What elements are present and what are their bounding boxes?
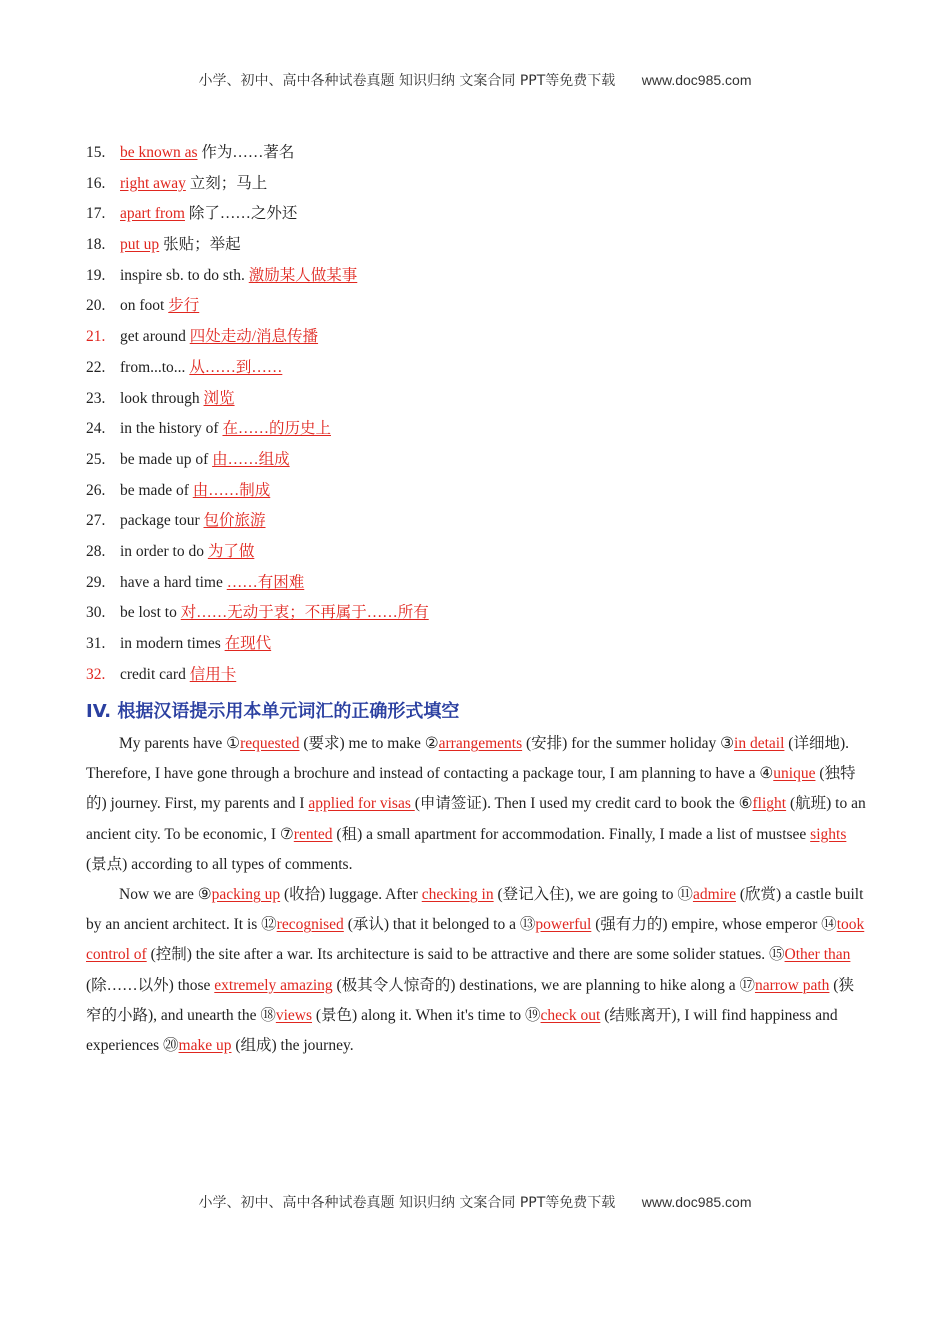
- footer-text: 小学、初中、高中各种试卷真题 知识归纳 文案合同 PPT等免费下载: [198, 1195, 616, 1211]
- list-item: [86, 540, 429, 571]
- passage-text: Now we are ⑨: [119, 886, 212, 903]
- item-number: 28.: [86, 542, 106, 560]
- item-answer: right away: [120, 174, 186, 192]
- page-footer: [0, 1192, 950, 1212]
- list-item: [86, 141, 429, 172]
- item-answer: 浏览: [203, 389, 235, 407]
- answer-blank: admire: [692, 886, 736, 903]
- passage-text: (收拾) luggage. After: [280, 886, 422, 903]
- answer-blank: flight: [752, 795, 787, 813]
- item-answer: 包价旅游: [203, 512, 266, 530]
- list-item: [86, 356, 429, 387]
- answer-blank: applied for visas: [308, 795, 415, 813]
- passage-text: (独特的) journey. First, my parents and I: [86, 765, 856, 813]
- passage-text: (景点) according to all types of comments.: [86, 855, 353, 873]
- list-item: [86, 448, 429, 479]
- answer-blank: arrangements: [438, 735, 523, 752]
- passage-text: (极其令人惊奇的) destinations, we are planning to hike along a ⑰: [332, 976, 755, 994]
- item-number: 32.: [86, 665, 106, 683]
- item-number: 23.: [86, 389, 106, 407]
- item-number: 24.: [86, 420, 106, 438]
- item-answer: 激励某人做某事: [248, 266, 358, 284]
- item-phrase: from...to...: [120, 358, 190, 376]
- item-number: 25.: [86, 450, 106, 468]
- passage-text: (登记入住), we are going to ⑪: [493, 886, 693, 903]
- item-number: 22.: [86, 358, 106, 376]
- answer-blank: checking in: [421, 886, 494, 903]
- item-answer: be known as: [120, 144, 198, 161]
- passage-text: (详细地). Therefore, I have gone through a brochure and instead of contacting a package tour, I am planning to have a ④: [86, 735, 849, 783]
- passage-text: (欣赏) a castle built by an ancient architect. It is ⑫: [86, 886, 864, 934]
- list-item: [86, 294, 429, 325]
- list-item: [86, 264, 429, 295]
- passage-text: (除……以外) those: [86, 976, 215, 994]
- item-number: 27.: [86, 512, 106, 530]
- answer-blank: took control of: [86, 916, 865, 964]
- item-answer: 四处走动/消息传播: [189, 328, 319, 346]
- passage-text: (要求) me to make ②: [299, 735, 439, 752]
- list-item: [86, 202, 429, 233]
- item-number: 30.: [86, 604, 106, 622]
- passage-text: My parents have ①: [119, 735, 241, 752]
- item-answer: 步行: [168, 297, 200, 315]
- phrase-list: [86, 141, 429, 693]
- section-heading: IV. 根据汉语提示用本单元词汇的正确形式填空: [86, 701, 460, 722]
- item-number: 16.: [86, 174, 106, 192]
- answer-blank: Other than: [784, 946, 851, 964]
- passage-text: (结账离开), I will find happiness and experiences ⑳: [86, 1006, 838, 1055]
- item-number: 26.: [86, 481, 106, 499]
- item-number: 18.: [86, 236, 106, 254]
- item-meaning: 作为……著名: [197, 144, 295, 161]
- answer-blank: in detail: [734, 735, 785, 752]
- item-answer: put up: [120, 236, 160, 254]
- answer-blank: recognised: [276, 916, 344, 934]
- item-answer: 在现代: [224, 635, 272, 652]
- item-number: 20.: [86, 297, 106, 315]
- item-meaning: 立刻；马上: [185, 174, 268, 192]
- item-answer: 由……制成: [192, 481, 271, 499]
- list-item: [86, 509, 429, 540]
- item-phrase: be made up of: [120, 450, 213, 468]
- item-answer: 由……组成: [212, 450, 290, 468]
- item-answer: 对……无动于衷；不再属于……所有: [180, 604, 429, 622]
- list-item: [86, 571, 429, 602]
- list-item: [86, 663, 429, 694]
- item-answer: 为了做: [207, 542, 255, 560]
- item-phrase: have a hard time: [120, 573, 227, 591]
- passage-text: (组成) the journey.: [231, 1037, 354, 1055]
- item-answer: 在……的历史上: [222, 420, 331, 438]
- item-phrase: on foot: [120, 297, 169, 315]
- passage-text: (狭窄的小路), and unearth the ⑱: [86, 976, 854, 1024]
- passage-text: (安排) for the summer holiday ③: [522, 735, 735, 752]
- item-phrase: in modern times: [120, 635, 225, 652]
- header-site: www.doc985.com: [641, 72, 752, 88]
- item-phrase: in the history of: [120, 420, 223, 438]
- list-item: [86, 479, 429, 510]
- item-number: 31.: [86, 635, 106, 652]
- answer-blank: views: [275, 1006, 313, 1024]
- item-meaning: 除了……之外还: [184, 205, 298, 223]
- item-number: 15.: [86, 144, 106, 161]
- passage-text: (航班) to an ancient city. To be economic, I ⑦: [86, 795, 866, 843]
- item-answer: apart from: [120, 205, 185, 223]
- item-phrase: look through: [120, 389, 204, 407]
- passage-text: (租) a small apartment for accommodation. Finally, I made a list of mustsee: [332, 825, 811, 843]
- answer-blank: unique: [773, 765, 816, 783]
- item-number: 29.: [86, 573, 106, 591]
- answer-blank: extremely amazing: [214, 976, 333, 994]
- list-item: [86, 417, 429, 448]
- item-phrase: be lost to: [120, 604, 181, 622]
- item-phrase: be made of: [120, 481, 193, 499]
- list-item: [86, 632, 429, 663]
- item-number: 21.: [86, 328, 106, 346]
- passage-text: (承认) that it belonged to a ⑬: [343, 916, 536, 934]
- passage-text: (强有力的) empire, whose emperor ⑭: [591, 916, 837, 934]
- passage-text: (控制) the site after a war. Its architecture is said to be attractive and there are some solider statues. ⑮: [146, 946, 785, 964]
- answer-blank: rented: [293, 825, 333, 843]
- item-phrase: get around: [120, 328, 190, 346]
- answer-blank: check out: [540, 1006, 601, 1024]
- answer-blank: powerful: [535, 916, 592, 934]
- list-item: [86, 325, 429, 356]
- passage-text: (景色) along it. When it's time to ⑲: [312, 1006, 541, 1024]
- passage-paragraph-1: [86, 729, 866, 880]
- item-number: 19.: [86, 266, 106, 284]
- passage-text: (申请签证). Then I used my credit card to book the ⑥: [414, 795, 753, 813]
- list-item: [86, 172, 429, 203]
- item-answer: ……有困难: [226, 573, 305, 591]
- list-item: [86, 233, 429, 264]
- answer-blank: requested: [240, 735, 300, 752]
- answer-blank: sights: [810, 825, 847, 843]
- item-answer: 从……到……: [189, 358, 283, 376]
- item-phrase: credit card: [120, 665, 190, 683]
- answer-blank: make up: [178, 1037, 232, 1055]
- item-phrase: inspire sb. to do sth.: [120, 266, 249, 284]
- passage-paragraph-2: [86, 880, 866, 1061]
- footer-site: www.doc985.com: [641, 1194, 752, 1210]
- answer-blank: narrow path: [754, 976, 830, 994]
- list-item: [86, 601, 429, 632]
- item-phrase: in order to do: [120, 542, 208, 560]
- item-answer: 信用卡: [189, 665, 237, 683]
- item-number: 17.: [86, 205, 106, 223]
- item-meaning: 张贴；举起: [159, 236, 241, 254]
- item-phrase: package tour: [120, 512, 204, 530]
- header-text: 小学、初中、高中各种试卷真题 知识归纳 文案合同 PPT等免费下载: [198, 73, 616, 89]
- list-item: [86, 387, 429, 418]
- answer-blank: packing up: [211, 886, 281, 903]
- page-header: [0, 70, 950, 90]
